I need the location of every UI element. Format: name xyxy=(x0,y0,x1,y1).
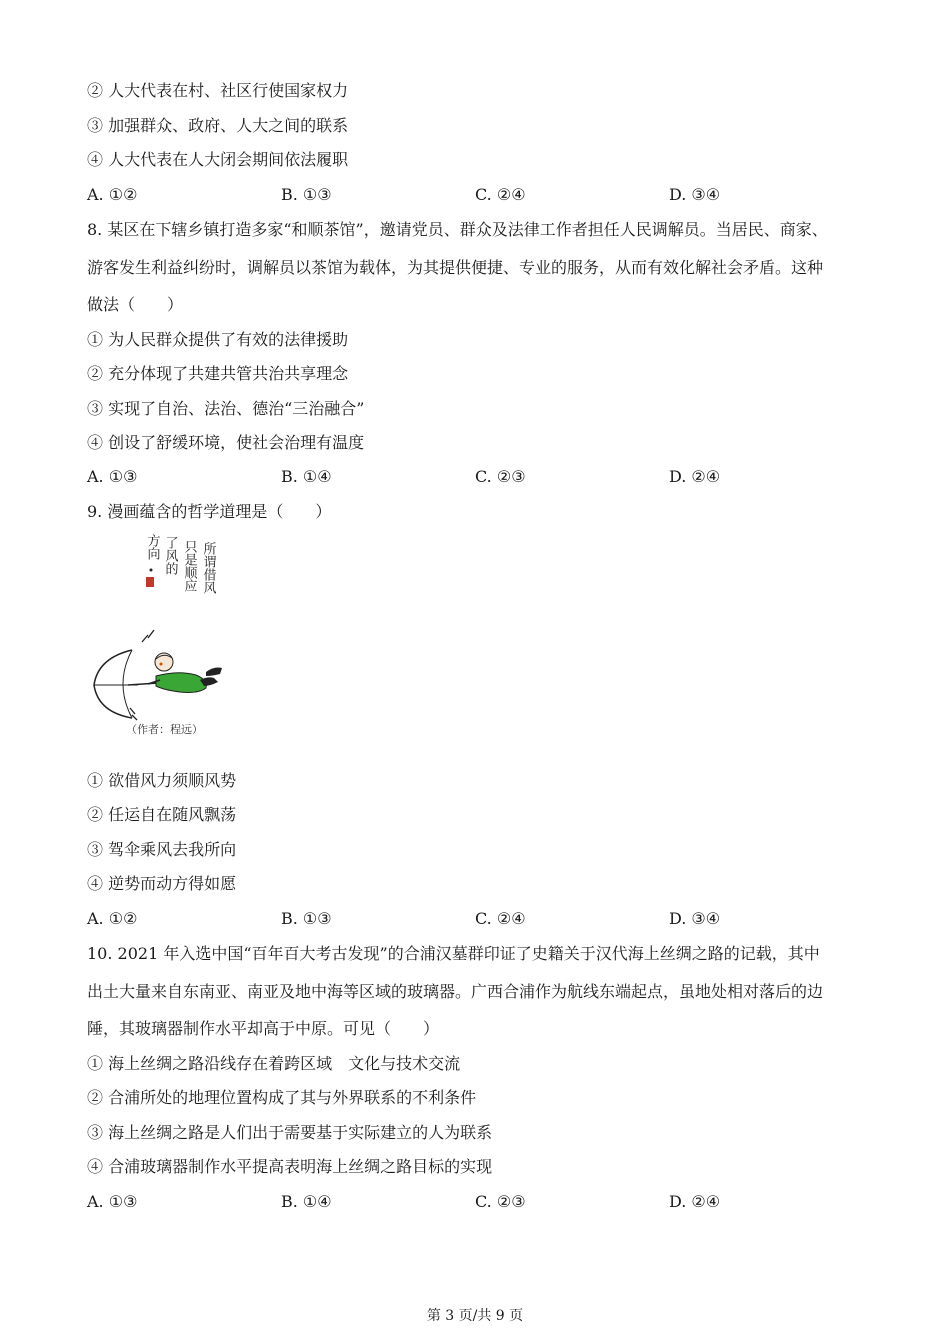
q9-statement-2: ② 任运自在随风飘荡 xyxy=(87,805,237,824)
q9-cartoon xyxy=(88,530,238,745)
q8-option-c[interactable]: C. ②③ xyxy=(475,467,526,486)
q9-statement-1: ① 欲借风力须顺风势 xyxy=(87,771,237,790)
q7-option-c[interactable]: C. ②④ xyxy=(475,185,526,204)
page-footer: 第 3 页/共 9 页 xyxy=(426,1308,524,1324)
q8-option-b[interactable]: B. ①④ xyxy=(281,467,332,486)
red-seal xyxy=(146,577,154,587)
q9-statement-4: ④ 逆势而动方得如愿 xyxy=(87,874,237,893)
q10-stem-line-3: 陲，其玻璃器制作水平却高于中原。可见（ ） xyxy=(87,1019,440,1038)
q10-statement-3: ③ 海上丝绸之路是人们出于需要基于实际建立的人为联系 xyxy=(87,1123,493,1142)
cartoon-illustration xyxy=(88,530,238,745)
q9-option-a[interactable]: A. ①② xyxy=(87,909,138,928)
q9-option-c[interactable]: C. ②④ xyxy=(475,909,526,928)
q10-statement-1: ① 海上丝绸之路沿线存在着跨区域 文化与技术交流 xyxy=(87,1054,461,1073)
q9-options xyxy=(87,909,867,929)
q9-option-d[interactable]: D. ③④ xyxy=(669,909,721,928)
q7-statement-4: ④ 人大代表在人大闭会期间依法履职 xyxy=(87,150,349,169)
q8-options xyxy=(87,467,867,487)
q10-statement-4: ④ 合浦玻璃器制作水平提高表明海上丝绸之路目标的实现 xyxy=(87,1157,493,1176)
cartoon-caption: （作者：程远） xyxy=(126,723,203,736)
q7-option-b[interactable]: B. ①③ xyxy=(281,185,332,204)
cartoon-text-col-1: 所谓借风 xyxy=(200,542,216,594)
q8-stem-line-2: 游客发生利益纠纷时，调解员以茶馆为载体，为其提供便捷、专业的服务，从而有效化解社会矛盾。这种 xyxy=(87,258,824,277)
cartoon-text-col-4: 方向 xyxy=(144,534,160,560)
q8-statement-3: ③ 实现了自治、法治、德治“三治融合” xyxy=(87,399,365,418)
q8-option-d[interactable]: D. ②④ xyxy=(669,467,721,486)
q7-statement-3: ③ 加强群众、政府、人大之间的联系 xyxy=(87,116,349,135)
q10-option-b[interactable]: B. ①④ xyxy=(281,1192,332,1211)
q10-stem-line-2: 出土大量来自东南亚、南亚及地中海等区域的玻璃器。广西合浦作为航线东端起点，虽地处相对落后的边 xyxy=(87,982,824,1001)
q8-statement-1: ① 为人民群众提供了有效的法律援助 xyxy=(87,330,349,349)
q9-statement-3: ③ 驾伞乘风去我所向 xyxy=(87,840,237,859)
q10-option-d[interactable]: D. ②④ xyxy=(669,1192,721,1211)
q10-stem-line-1: 10. 2021 年入选中国“百年百大考古发现”的合浦汉墓群印证了史籍关于汉代海上丝绸之路的记载，其中 xyxy=(87,944,820,963)
q7-option-d[interactable]: D. ③④ xyxy=(669,185,721,204)
cartoon-text-col-2: 只是顺应 xyxy=(181,540,197,592)
q8-statement-4: ④ 创设了舒缓环境，使社会治理有温度 xyxy=(87,433,365,452)
q7-option-a[interactable]: A. ①② xyxy=(87,185,138,204)
q9-option-b[interactable]: B. ①③ xyxy=(281,909,332,928)
q7-options xyxy=(87,185,867,205)
q10-option-c[interactable]: C. ②③ xyxy=(475,1192,526,1211)
q8-option-a[interactable]: A. ①③ xyxy=(87,467,138,486)
q10-statement-2: ② 合浦所处的地理位置构成了其与外界联系的不利条件 xyxy=(87,1088,477,1107)
person-coat xyxy=(156,673,206,693)
q8-stem-line-1: 8. 某区在下辖乡镇打造多家“和顺茶馆”，邀请党员、群众及法律工作者担任人民调解员。当居民、商家、 xyxy=(87,220,828,239)
cartoon-text-col-3: 了风的 xyxy=(162,536,178,575)
q7-statement-2: ② 人大代表在村、社区行使国家权力 xyxy=(87,81,349,100)
q9-stem: 9. 漫画蕴含的哲学道理是（ ） xyxy=(87,502,332,521)
q8-statement-2: ② 充分体现了共建共管共治共享理念 xyxy=(87,364,349,383)
q10-options xyxy=(87,1192,867,1212)
q8-stem-line-3: 做法（ ） xyxy=(87,295,184,314)
q10-option-a[interactable]: A. ①③ xyxy=(87,1192,138,1211)
